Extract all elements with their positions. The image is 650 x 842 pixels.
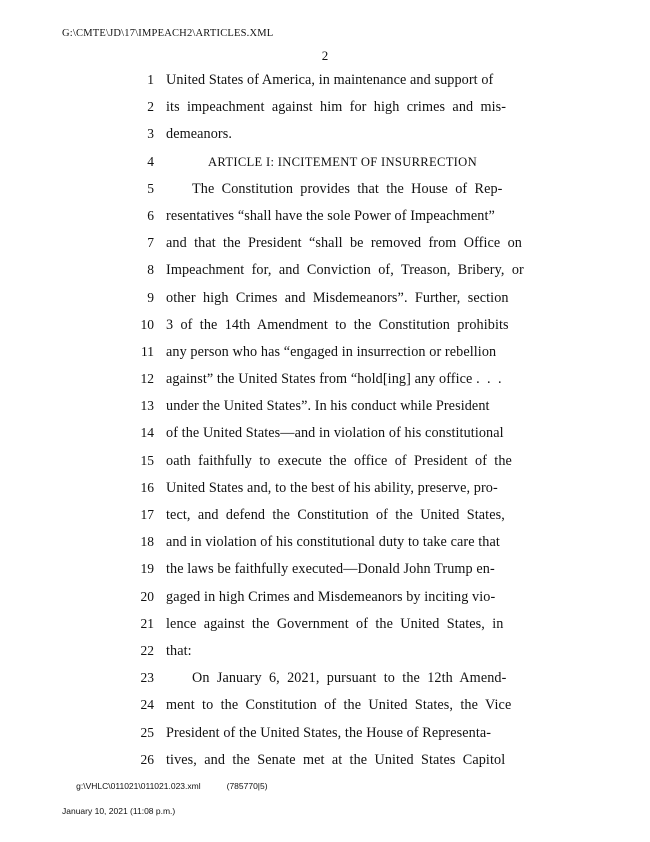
- numbered-line: [128, 507, 528, 534]
- line-text: tives, and the Senate met at the United States Capitol: [166, 751, 506, 768]
- line-number: 11: [141, 343, 154, 359]
- numbered-line: [128, 697, 528, 724]
- line-number: 14: [140, 425, 154, 441]
- line-text: The Constitution provides that the House of Rep-: [192, 180, 503, 197]
- line-number: 23: [140, 670, 154, 686]
- line-number: 24: [140, 697, 154, 713]
- line-number: 15: [140, 452, 154, 468]
- line-number: 25: [140, 724, 154, 740]
- numbered-line: [128, 453, 528, 480]
- numbered-line: [128, 290, 528, 317]
- footer-timestamp: January 10, 2021 (11:08 p.m.): [62, 806, 176, 817]
- article-heading: ARTICLE I: INCITEMENT OF INSURRECTION: [208, 154, 477, 169]
- numbered-line: [128, 643, 528, 670]
- line-text: On January 6, 2021, pursuant to the 12th Amend-: [192, 670, 507, 687]
- numbered-line: [128, 208, 528, 235]
- line-text: and in violation of his constitutional duty to take care that: [166, 534, 500, 551]
- line-text: any person who has “engaged in insurrection or rebellion: [166, 343, 497, 360]
- document-header-path: G:\CMTE\JD\17\IMPEACH2\ARTICLES.XML: [62, 28, 274, 39]
- line-number: 1: [147, 72, 154, 87]
- line-number: 5: [147, 180, 154, 196]
- line-number: 19: [140, 561, 154, 577]
- line-text: Impeachment for, and Conviction of, Treason, Bribery, or: [166, 262, 524, 279]
- line-text: gaged in high Crimes and Misdemeanors by inciting vio-: [166, 588, 496, 605]
- line-text: other high Crimes and Misdemeanors”. Further, section: [166, 289, 509, 306]
- line-number: 18: [140, 534, 154, 550]
- line-text: that:: [166, 642, 192, 659]
- line-text: lence against the Government of the United States, in: [166, 615, 504, 632]
- line-number: 7: [147, 235, 154, 251]
- line-number: 13: [140, 398, 154, 414]
- footer-code: (785770|5): [226, 780, 268, 791]
- line-text: 3 of the 14th Amendment to the Constitution prohibits: [166, 316, 509, 333]
- line-number: 17: [140, 507, 154, 522]
- numbered-line: [128, 725, 528, 752]
- line-text: of the United States—and in violation of his constitutional: [166, 425, 504, 442]
- line-text: against” the United States from “hold[ing] any office . . .: [166, 371, 502, 388]
- numbered-line: [128, 480, 528, 507]
- line-text: under the United States”. In his conduct while President: [166, 398, 490, 415]
- numbered-line: [128, 126, 528, 153]
- line-text: demeanors.: [166, 126, 233, 143]
- numbered-line: [128, 99, 528, 126]
- line-number: 8: [147, 262, 154, 278]
- footer-file-row: [62, 767, 268, 805]
- line-number: 26: [140, 751, 154, 767]
- line-number: 20: [140, 588, 154, 604]
- numbered-line: [128, 344, 528, 371]
- page-number: 2: [321, 48, 329, 63]
- line-text: President of the United States, the House of Representa-: [166, 724, 492, 741]
- line-number: 22: [140, 642, 154, 658]
- line-number: 21: [140, 615, 154, 631]
- numbered-line: [128, 371, 528, 398]
- document-body: [128, 72, 528, 779]
- line-text: oath faithfully to execute the office of President of the: [166, 452, 512, 469]
- numbered-line: [128, 317, 528, 344]
- line-number: 10: [140, 316, 154, 332]
- line-text: United States of America, in maintenance and support of: [166, 72, 494, 88]
- numbered-line: [128, 616, 528, 643]
- numbered-line: [128, 425, 528, 452]
- numbered-line: [128, 589, 528, 616]
- numbered-line: [128, 235, 528, 262]
- line-number: 16: [140, 479, 154, 495]
- line-number: 3: [147, 126, 154, 142]
- document-footer: [62, 767, 268, 818]
- numbered-line: [128, 398, 528, 425]
- line-number: 2: [147, 99, 154, 115]
- line-number: 12: [140, 371, 154, 387]
- footer-file-path: g:\VHLC\011021\011021.023.xml: [76, 780, 201, 791]
- numbered-line: [128, 154, 528, 181]
- line-number: 9: [147, 289, 154, 305]
- line-number: 6: [147, 207, 154, 223]
- numbered-line: [128, 670, 528, 697]
- numbered-line: [128, 534, 528, 561]
- numbered-line: [128, 262, 528, 289]
- numbered-line: [128, 72, 528, 99]
- numbered-line: [128, 181, 528, 208]
- line-text: tect, and defend the Constitution of the United States,: [166, 507, 505, 523]
- line-text: United States and, to the best of his ability, preserve, pro-: [166, 479, 498, 496]
- line-text: resentatives “shall have the sole Power of Impeachment”: [166, 207, 495, 224]
- line-text: the laws be faithfully executed—Donald John Trump en-: [166, 561, 495, 578]
- line-number: 4: [147, 153, 154, 169]
- numbered-line: [128, 561, 528, 588]
- line-text: its impeachment against him for high crimes and mis-: [166, 99, 507, 116]
- line-text: ment to the Constitution of the United States, the Vice: [166, 697, 512, 714]
- line-text: and that the President “shall be removed from Office on: [166, 235, 522, 252]
